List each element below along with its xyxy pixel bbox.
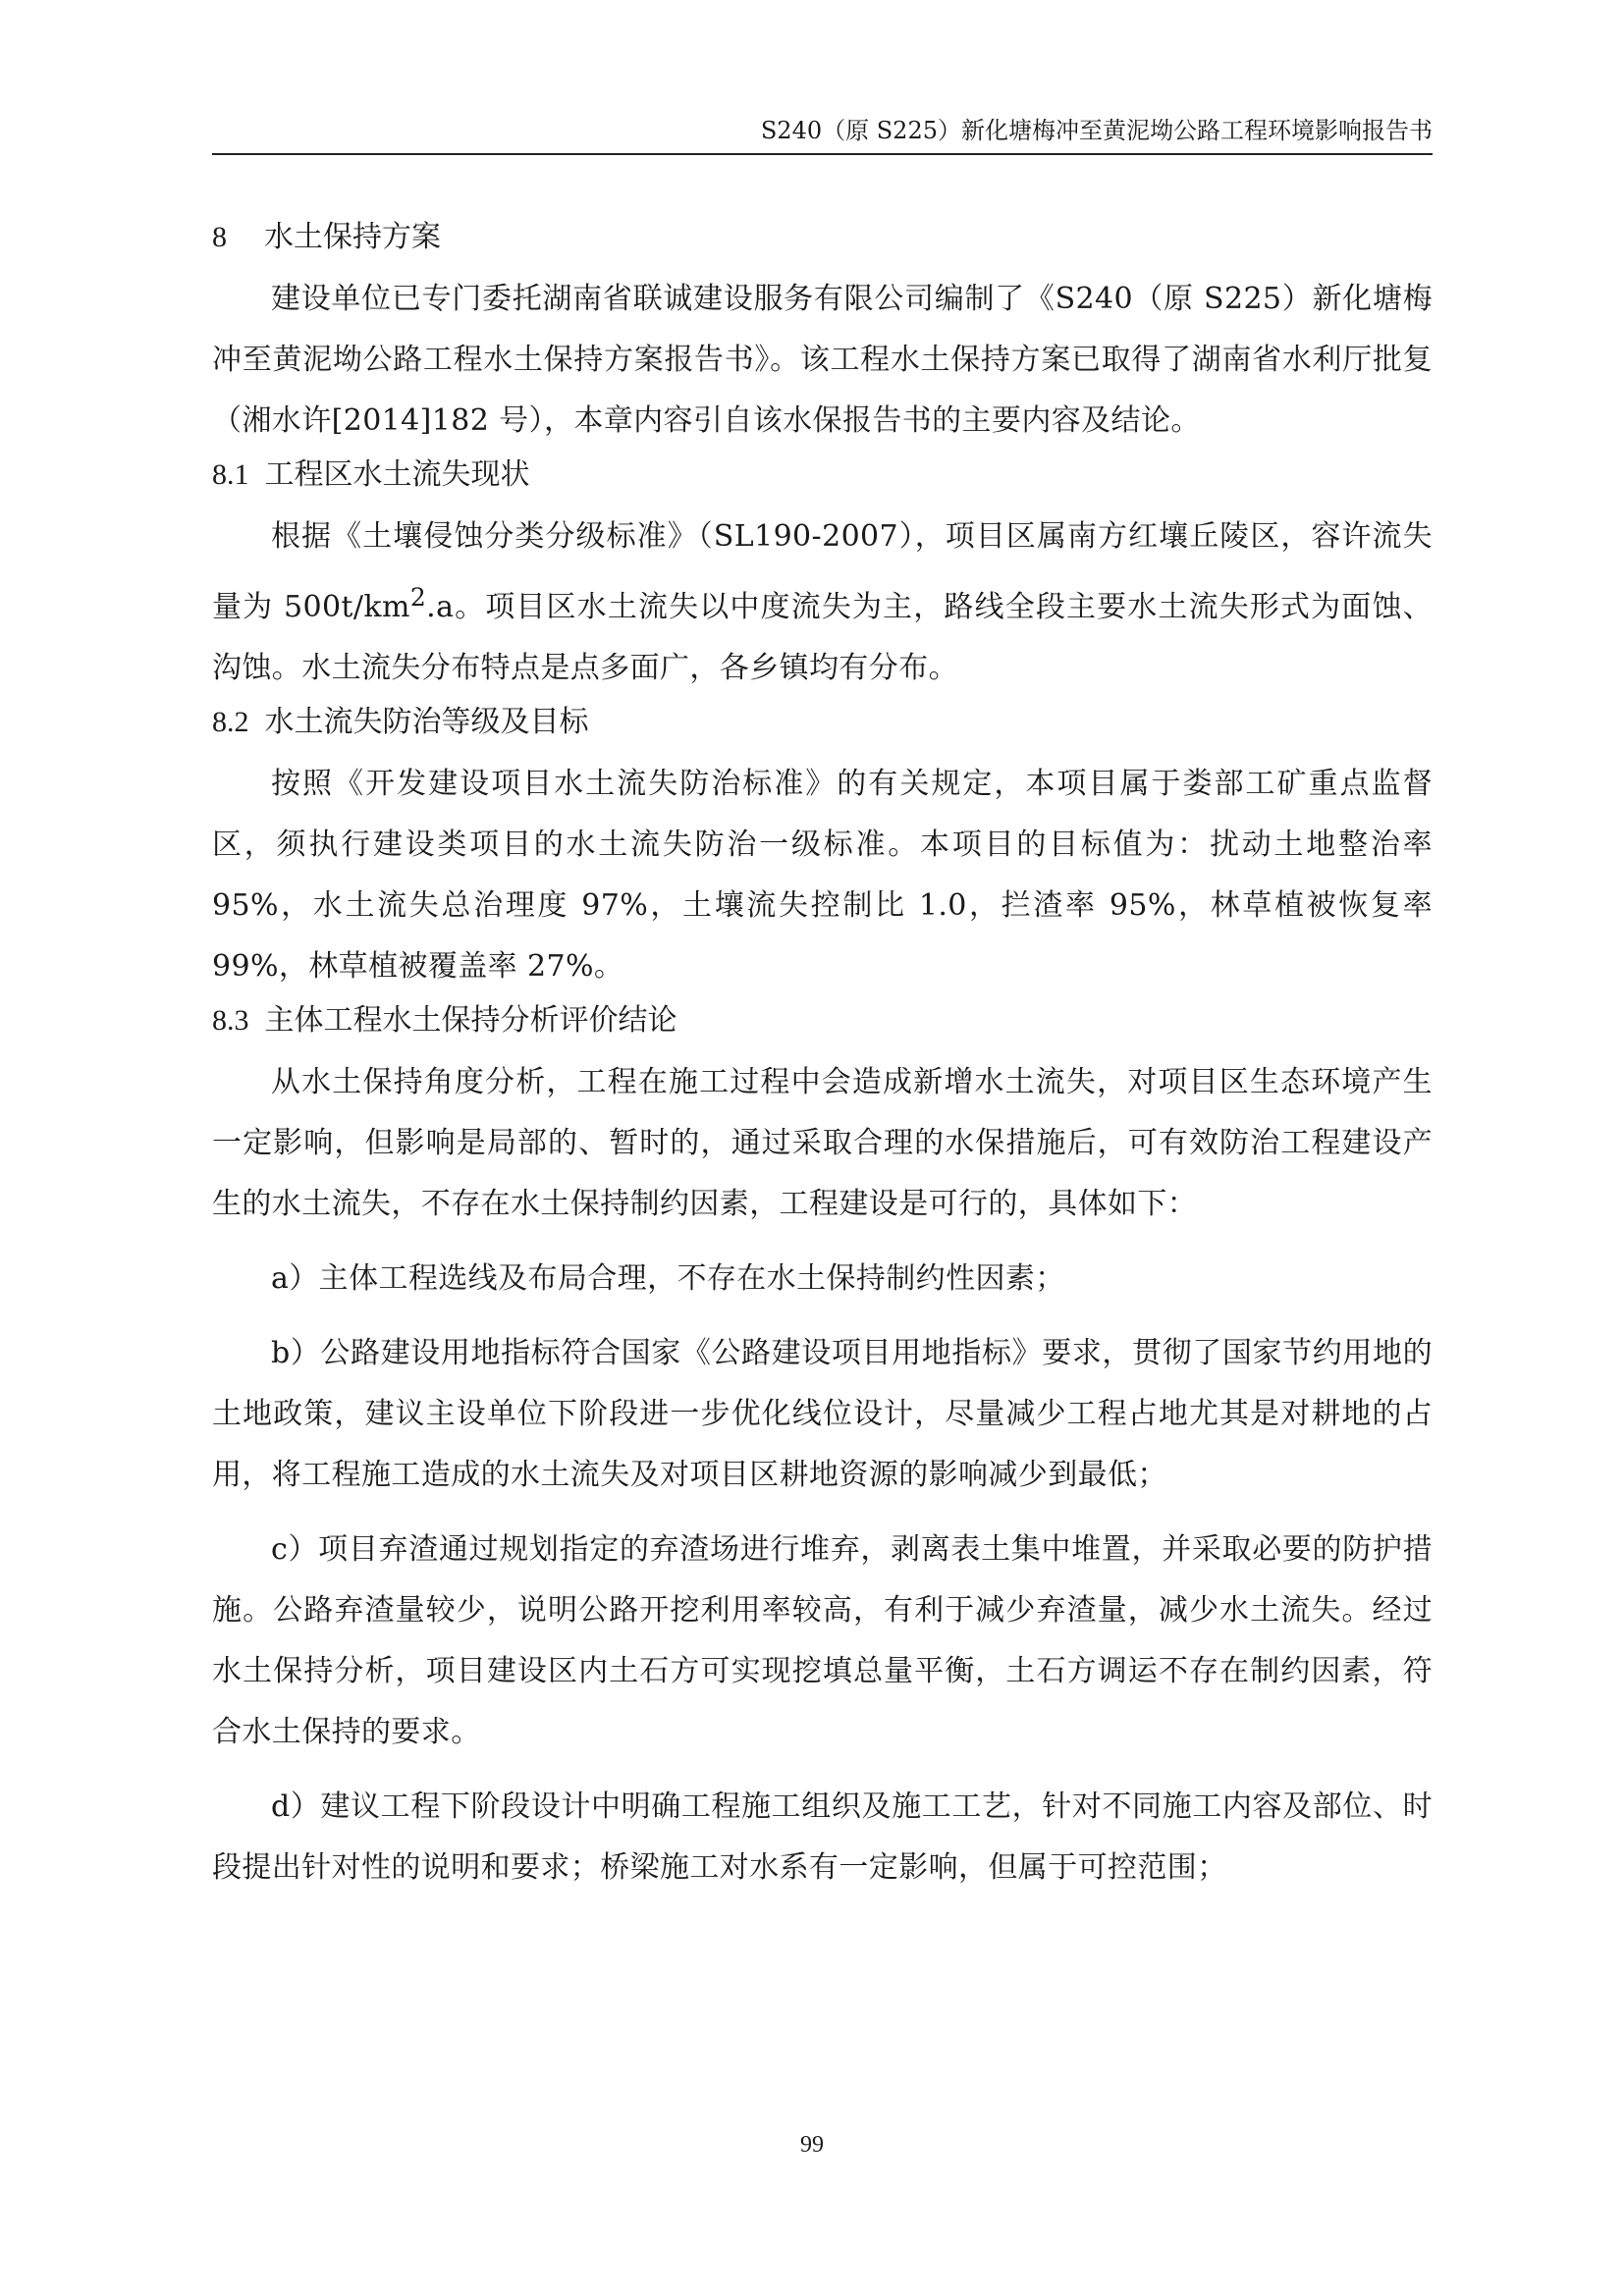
page-number: 99 xyxy=(800,2132,824,2158)
header-title: S240（原 S225）新化塘梅冲至黄泥坳公路工程环境影响报告书 xyxy=(760,117,1433,144)
list-item-d: d）建议工程下阶段设计中明确工程施工组织及施工工艺，针对不同施工内容及部位、时段提出针对性的说明和要求；桥梁施工对水系有一定影响，但属于可控范围； xyxy=(212,1789,1433,1885)
paragraph-text: 根据《土壤侵蚀分类分级标准》（SL190-2007），项目区属南方红壤丘陵区，容许流失量为 500t/km xyxy=(212,519,1433,624)
section-title: 主体工程水土保持分析评价结论 xyxy=(264,1003,677,1038)
list-item-c: c）项目弃渣通过规划指定的弃渣场进行堆弃，剥离表土集中堆置，并采取必要的防护措施。公路弃渣量较少，说明公路开挖利用率较高，有利于减少弃渣量，减少水土流失。经过水土保持分析，项目建设区内土石方可实现挖填总量平衡，土石方调运不存在制约因素，符合水土保持的要求。 xyxy=(212,1532,1433,1749)
section-8-1-heading xyxy=(212,452,1433,507)
section-number: 8.3 xyxy=(212,1004,249,1037)
section-number: 8 xyxy=(212,221,227,253)
superscript: 2 xyxy=(409,583,427,612)
section-8-3-heading xyxy=(212,997,1433,1052)
section-8-intro: 建设单位已专门委托湖南省联诚建设服务有限公司编制了《S240（原 S225）新化塘梅冲至黄泥坳公路工程水土保持方案报告书》。该工程水土保持方案已取得了湖南省水利厅批复（湘水许[2014]182 号），本章内容引自该水保报告书的主要内容及结论。 xyxy=(212,282,1433,438)
section-8-2-paragraph: 按照《开发建设项目水土流失防治标准》的有关规定，本项目属于娄部工矿重点监督区，须执行建设类项目的水土流失防治一级标准。本项目的目标值为：扰动土地整治率 95%，水土流失总治理度 97%，土壤流失控制比 1.0，拦渣率 95%，林草植被恢复率 99%，林草植被覆盖率 27%。 xyxy=(212,767,1433,984)
section-8-3-paragraph: 从水土保持角度分析，工程在施工过程中会造成新增水土流失，对项目区生态环境产生一定影响，但影响是局部的、暂时的，通过采取合理的水保措施后，可有效防治工程建设产生的水土流失，不存在水土保持制约因素，工程建设是可行的，具体如下： xyxy=(212,1065,1433,1221)
paragraph-text: .a。项目区水土流失以中度流失为主，路线全段主要水土流失形式为面蚀、沟蚀。水土流失分布特点是点多面广，各乡镇均有分布。 xyxy=(212,590,1433,685)
page-body xyxy=(212,214,1433,1898)
section-title: 工程区水土流失现状 xyxy=(264,457,530,492)
section-8-2-heading xyxy=(212,699,1433,754)
section-title: 水土保持方案 xyxy=(264,220,441,254)
section-title: 水土流失防治等级及目标 xyxy=(264,705,589,739)
list-item-a: a）主体工程选线及布局合理，不存在水土保持制约性因素； xyxy=(271,1261,1065,1296)
list-item-b: b）公路建设用地指标符合国家《公路建设项目用地指标》要求，贯彻了国家节约用地的土地政策，建议主设单位下阶段进一步优化线位设计，尽量减少工程占地尤其是对耕地的占用，将工程施工造成的水土流失及对项目区耕地资源的影响减少到最低； xyxy=(212,1336,1433,1492)
running-header xyxy=(212,116,1433,155)
section-8-1-paragraph xyxy=(212,507,1433,699)
section-8-heading xyxy=(212,214,1433,269)
section-number: 8.1 xyxy=(212,458,249,491)
section-number: 8.2 xyxy=(212,706,249,738)
